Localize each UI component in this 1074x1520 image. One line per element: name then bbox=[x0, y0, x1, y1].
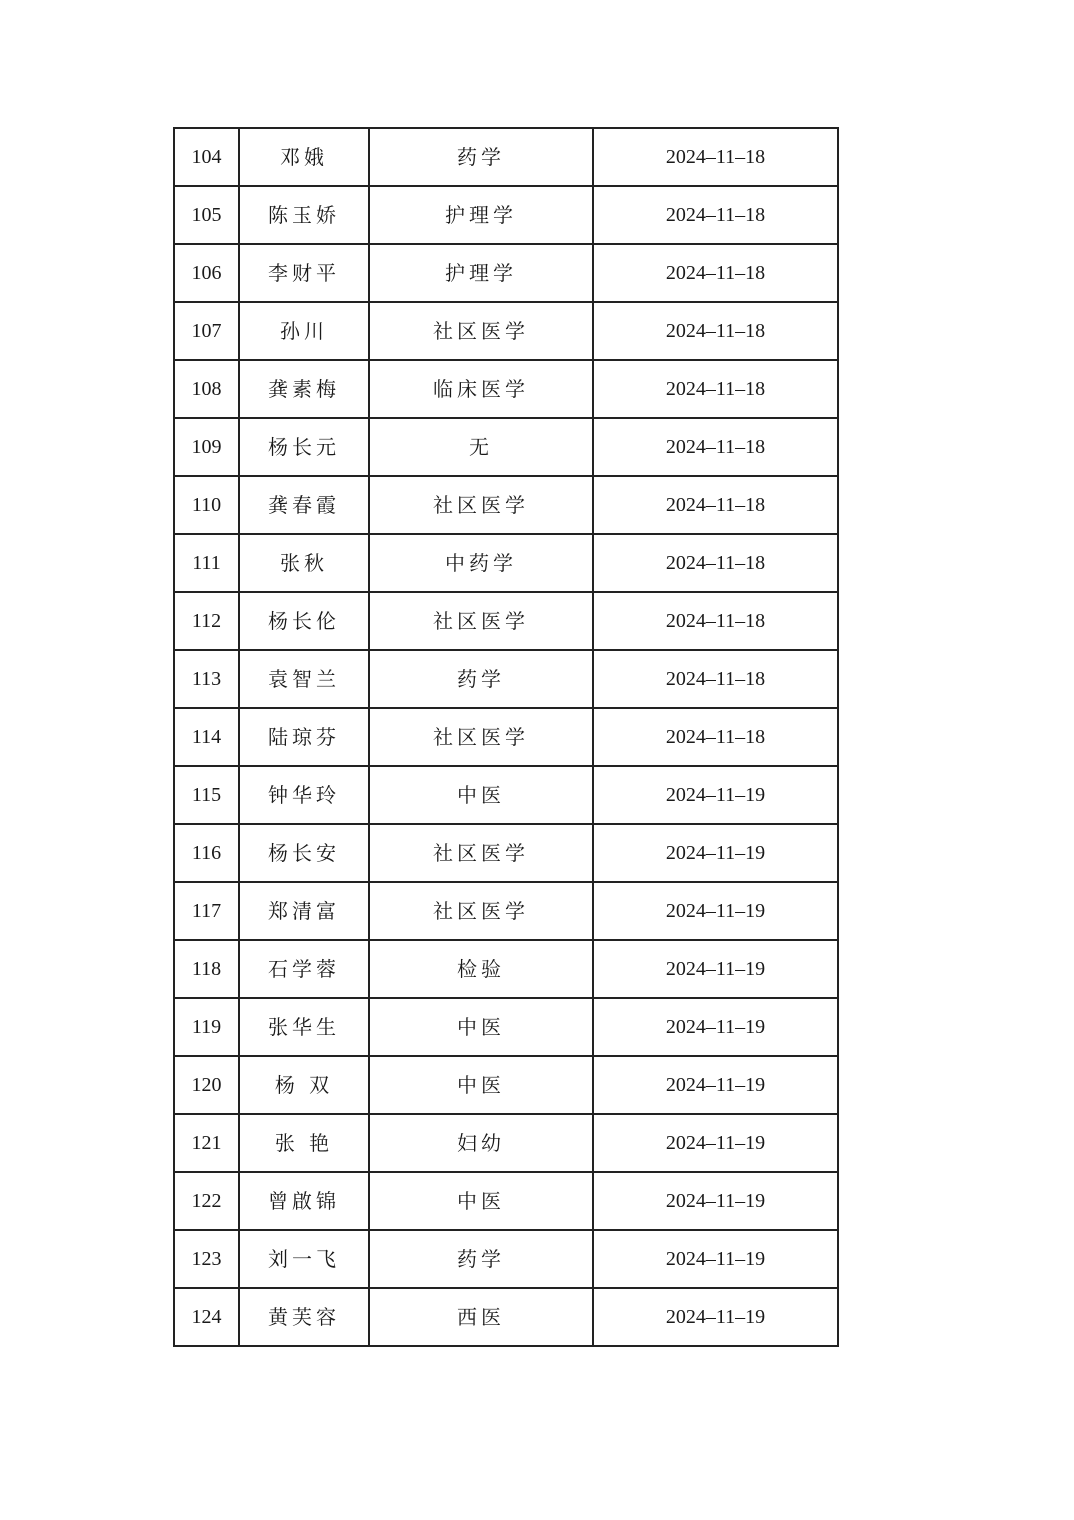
row-number-cell: 113 bbox=[174, 650, 239, 708]
name-cell: 张 艳 bbox=[239, 1114, 369, 1172]
major-cell: 药学 bbox=[369, 650, 593, 708]
row-number-cell: 106 bbox=[174, 244, 239, 302]
major-cell: 中医 bbox=[369, 998, 593, 1056]
name-cell: 陆琼芬 bbox=[239, 708, 369, 766]
major-cell: 中医 bbox=[369, 766, 593, 824]
date-cell: 2024–11–19 bbox=[593, 1172, 838, 1230]
table-row bbox=[174, 1056, 838, 1114]
major-cell: 药学 bbox=[369, 128, 593, 186]
table-row bbox=[174, 534, 838, 592]
name-cell: 李财平 bbox=[239, 244, 369, 302]
row-number-cell: 114 bbox=[174, 708, 239, 766]
table-row bbox=[174, 592, 838, 650]
table-row bbox=[174, 302, 838, 360]
table-row bbox=[174, 1230, 838, 1288]
row-number-cell: 109 bbox=[174, 418, 239, 476]
table-row bbox=[174, 940, 838, 998]
name-cell: 石学蓉 bbox=[239, 940, 369, 998]
date-cell: 2024–11–19 bbox=[593, 824, 838, 882]
date-cell: 2024–11–18 bbox=[593, 244, 838, 302]
date-cell: 2024–11–18 bbox=[593, 186, 838, 244]
row-number-cell: 112 bbox=[174, 592, 239, 650]
date-cell: 2024–11–19 bbox=[593, 1288, 838, 1346]
table-row bbox=[174, 244, 838, 302]
table-row bbox=[174, 882, 838, 940]
major-cell: 社区医学 bbox=[369, 302, 593, 360]
major-cell: 无 bbox=[369, 418, 593, 476]
table-row bbox=[174, 186, 838, 244]
name-cell: 张华生 bbox=[239, 998, 369, 1056]
table-row bbox=[174, 650, 838, 708]
name-cell: 郑清富 bbox=[239, 882, 369, 940]
table-row bbox=[174, 418, 838, 476]
name-cell: 钟华玲 bbox=[239, 766, 369, 824]
date-cell: 2024–11–18 bbox=[593, 128, 838, 186]
major-cell: 社区医学 bbox=[369, 708, 593, 766]
table-row bbox=[174, 476, 838, 534]
major-cell: 中药学 bbox=[369, 534, 593, 592]
date-cell: 2024–11–18 bbox=[593, 418, 838, 476]
major-cell: 社区医学 bbox=[369, 476, 593, 534]
row-number-cell: 119 bbox=[174, 998, 239, 1056]
name-cell: 杨 双 bbox=[239, 1056, 369, 1114]
major-cell: 检验 bbox=[369, 940, 593, 998]
date-cell: 2024–11–19 bbox=[593, 998, 838, 1056]
name-cell: 张秋 bbox=[239, 534, 369, 592]
name-cell: 龚素梅 bbox=[239, 360, 369, 418]
date-cell: 2024–11–19 bbox=[593, 1230, 838, 1288]
major-cell: 中医 bbox=[369, 1172, 593, 1230]
date-cell: 2024–11–18 bbox=[593, 708, 838, 766]
table-row bbox=[174, 998, 838, 1056]
major-cell: 中医 bbox=[369, 1056, 593, 1114]
name-cell: 袁智兰 bbox=[239, 650, 369, 708]
row-number-cell: 123 bbox=[174, 1230, 239, 1288]
date-cell: 2024–11–19 bbox=[593, 766, 838, 824]
major-cell: 社区医学 bbox=[369, 824, 593, 882]
row-number-cell: 107 bbox=[174, 302, 239, 360]
row-number-cell: 104 bbox=[174, 128, 239, 186]
date-cell: 2024–11–19 bbox=[593, 1056, 838, 1114]
row-number-cell: 105 bbox=[174, 186, 239, 244]
date-cell: 2024–11–19 bbox=[593, 1114, 838, 1172]
major-cell: 社区医学 bbox=[369, 882, 593, 940]
date-cell: 2024–11–18 bbox=[593, 302, 838, 360]
row-number-cell: 121 bbox=[174, 1114, 239, 1172]
table-row bbox=[174, 766, 838, 824]
document-page bbox=[173, 127, 837, 1347]
table-row bbox=[174, 360, 838, 418]
row-number-cell: 115 bbox=[174, 766, 239, 824]
table-row bbox=[174, 824, 838, 882]
name-cell: 杨长安 bbox=[239, 824, 369, 882]
date-cell: 2024–11–18 bbox=[593, 360, 838, 418]
roster-table-body bbox=[174, 128, 838, 1346]
table-row bbox=[174, 1288, 838, 1346]
date-cell: 2024–11–18 bbox=[593, 650, 838, 708]
major-cell: 药学 bbox=[369, 1230, 593, 1288]
table-row bbox=[174, 128, 838, 186]
table-row bbox=[174, 708, 838, 766]
name-cell: 黄芙容 bbox=[239, 1288, 369, 1346]
date-cell: 2024–11–18 bbox=[593, 592, 838, 650]
major-cell: 西医 bbox=[369, 1288, 593, 1346]
row-number-cell: 120 bbox=[174, 1056, 239, 1114]
row-number-cell: 117 bbox=[174, 882, 239, 940]
major-cell: 护理学 bbox=[369, 186, 593, 244]
name-cell: 杨长元 bbox=[239, 418, 369, 476]
table-row bbox=[174, 1172, 838, 1230]
name-cell: 杨长伦 bbox=[239, 592, 369, 650]
name-cell: 龚春霞 bbox=[239, 476, 369, 534]
name-cell: 陈玉娇 bbox=[239, 186, 369, 244]
date-cell: 2024–11–18 bbox=[593, 534, 838, 592]
roster-table bbox=[173, 127, 839, 1347]
date-cell: 2024–11–19 bbox=[593, 940, 838, 998]
row-number-cell: 110 bbox=[174, 476, 239, 534]
name-cell: 刘一飞 bbox=[239, 1230, 369, 1288]
major-cell: 妇幼 bbox=[369, 1114, 593, 1172]
row-number-cell: 118 bbox=[174, 940, 239, 998]
name-cell: 邓娥 bbox=[239, 128, 369, 186]
row-number-cell: 111 bbox=[174, 534, 239, 592]
date-cell: 2024–11–19 bbox=[593, 882, 838, 940]
major-cell: 护理学 bbox=[369, 244, 593, 302]
row-number-cell: 108 bbox=[174, 360, 239, 418]
major-cell: 临床医学 bbox=[369, 360, 593, 418]
table-row bbox=[174, 1114, 838, 1172]
row-number-cell: 116 bbox=[174, 824, 239, 882]
date-cell: 2024–11–18 bbox=[593, 476, 838, 534]
name-cell: 曾啟锦 bbox=[239, 1172, 369, 1230]
name-cell: 孙川 bbox=[239, 302, 369, 360]
row-number-cell: 124 bbox=[174, 1288, 239, 1346]
major-cell: 社区医学 bbox=[369, 592, 593, 650]
row-number-cell: 122 bbox=[174, 1172, 239, 1230]
